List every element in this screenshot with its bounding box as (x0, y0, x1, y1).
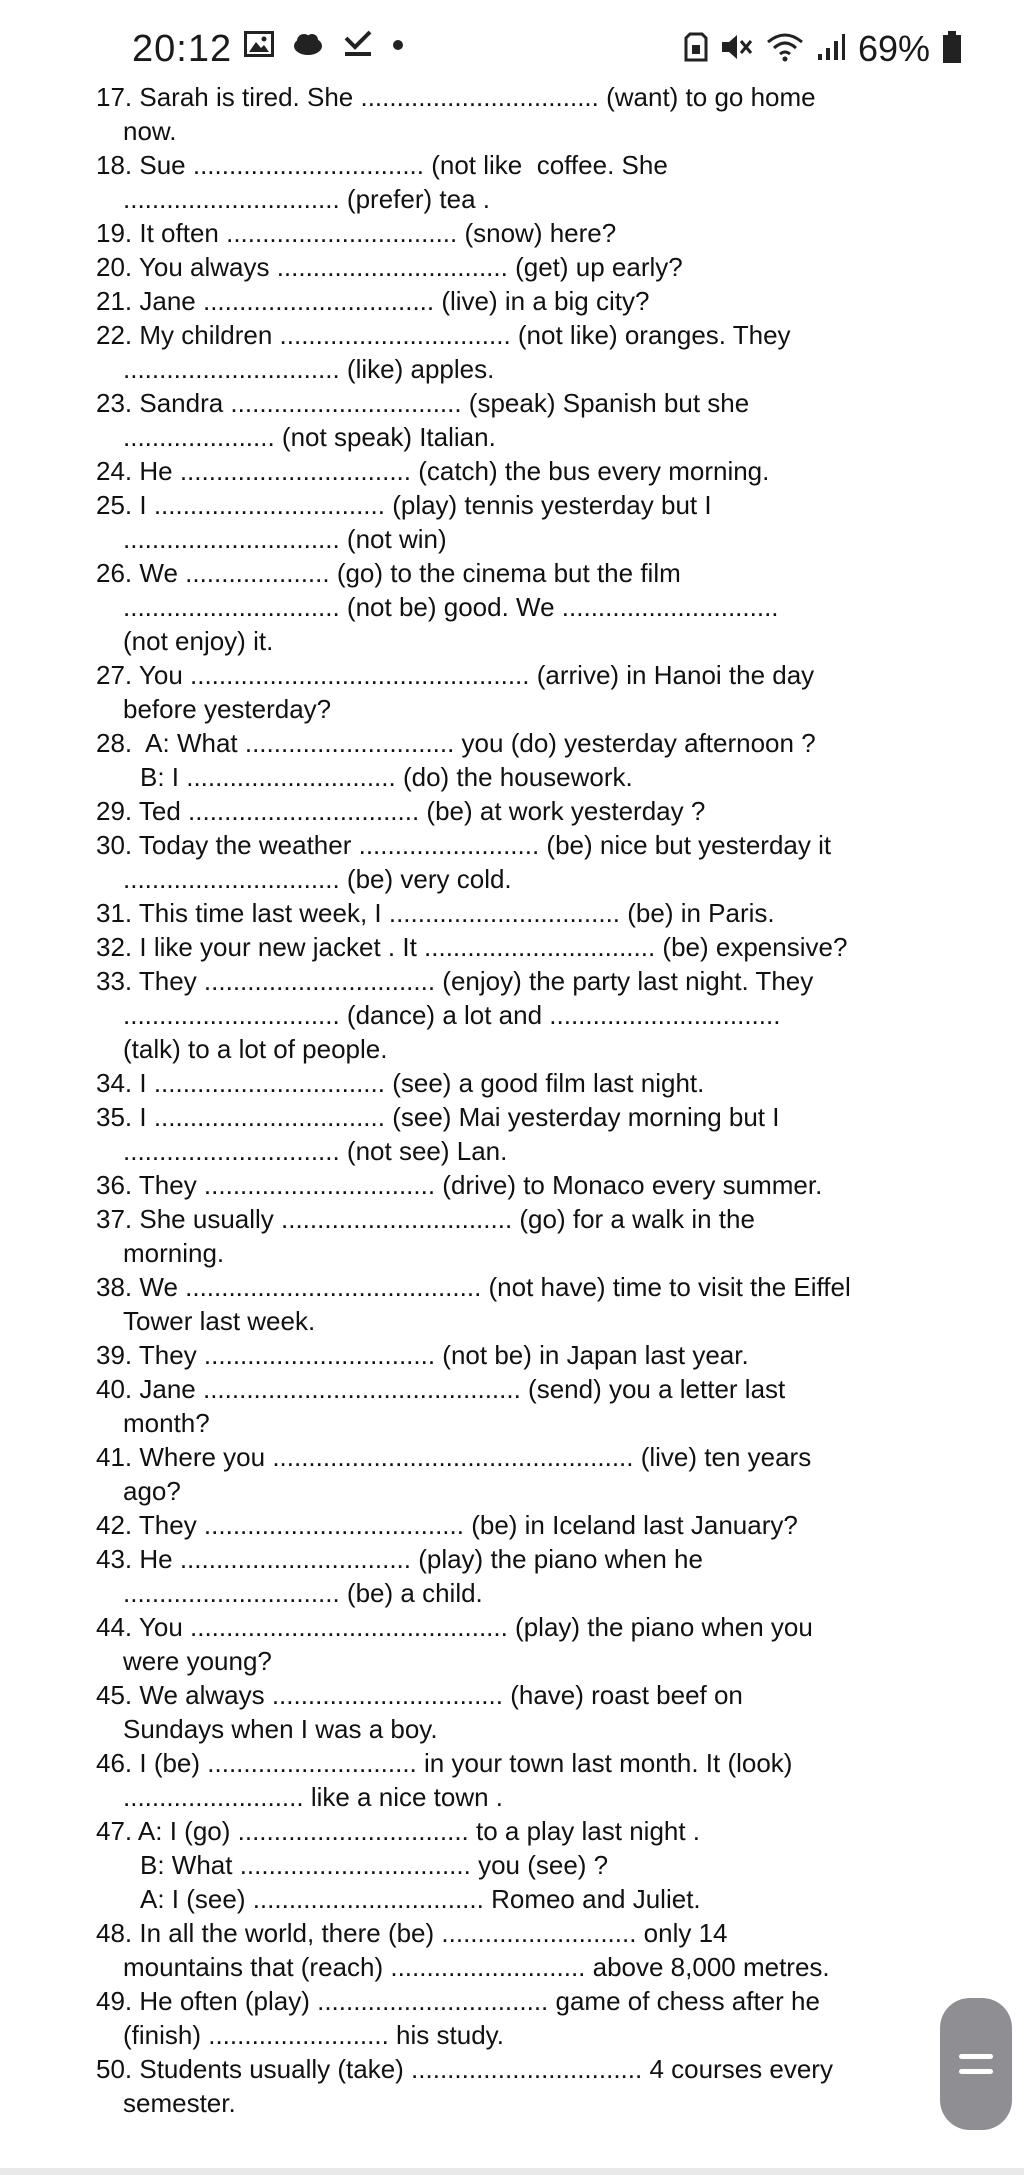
question-line: 19. It often ................................ (snow) here? (96, 218, 617, 248)
question-line: before yesterday? (123, 694, 332, 724)
question-line: 35. I ................................ (see) Mai yesterday morning but I (96, 1102, 780, 1132)
question-line: 36. They ................................ (drive) to Monaco every summer. (96, 1170, 823, 1200)
question-line: 26. We .................... (go) to the cinema but the film (96, 558, 681, 588)
question-line: (not enjoy) it. (123, 626, 274, 656)
question-line: 22. My children ................................ (not like) oranges. They (96, 320, 791, 350)
question-line: mountains that (reach) ........................... above 8,000 metres. (123, 1952, 830, 1982)
question-line: 34. I ................................ (see) a good film last night. (96, 1068, 705, 1098)
question-line: .............................. (prefer) tea . (123, 184, 490, 214)
question-line: 30. Today the weather ......................... (be) nice but yesterday it (96, 830, 832, 860)
question-line: .............................. (like) apples. (123, 354, 495, 384)
question-line: (talk) to a lot of people. (123, 1034, 388, 1064)
status-left-icons (244, 30, 404, 63)
cloud-icon (292, 32, 324, 61)
drag-handle-icon (959, 2069, 993, 2074)
question-line: 41. Where you .................................................. (live) ten years (96, 1442, 812, 1472)
question-line: 38. We ......................................... (not have) time to visit the Eiffel (96, 1272, 851, 1302)
question-line: 37. She usually ................................ (go) for a walk in the (96, 1204, 755, 1234)
question-line: 49. He often (play) ................................ game of chess after he (96, 1986, 820, 2016)
question-line: 43. He ................................ (play) the piano when he (96, 1544, 703, 1574)
question-line: A: I (see) ................................ Romeo and Juliet. (140, 1884, 701, 1914)
status-right-icons (684, 28, 962, 70)
question-line: 45. We always ................................ (have) roast beef on (96, 1680, 743, 1710)
question-line: 40. Jane ............................................ (send) you a letter last (96, 1374, 786, 1404)
question-line: .............................. (be) a child. (123, 1578, 483, 1608)
question-line: 25. I ................................ (play) tennis yesterday but I (96, 490, 712, 520)
gallery-icon (244, 31, 274, 62)
question-line: 44. You ............................................ (play) the piano when you (96, 1612, 813, 1642)
question-line: now. (123, 116, 177, 146)
question-line: morning. (123, 1238, 225, 1268)
scroll-handle[interactable] (940, 1998, 1012, 2130)
question-line: .............................. (not win) (123, 524, 447, 554)
question-line: semester. (123, 2088, 236, 2118)
question-line: month? (123, 1408, 210, 1438)
question-line: B: I ............................. (do) the housework. (140, 762, 633, 792)
question-line: ..................... (not speak) Italian. (123, 422, 496, 452)
question-line: ......................... like a nice town . (123, 1782, 504, 1812)
signal-icon (816, 32, 846, 67)
question-line: 28. A: What ............................. you (do) yesterday afternoon ? (96, 728, 816, 758)
question-line: 23. Sandra ................................ (speak) Spanish but she (96, 388, 750, 418)
question-line: .............................. (not be) good. We .............................. (123, 592, 779, 622)
question-line: 32. I like your new jacket . It ................................ (be) expensive? (96, 932, 848, 962)
battery-icon (942, 30, 962, 69)
question-line: Tower last week. (123, 1306, 316, 1336)
dot-icon (392, 38, 404, 56)
question-line: 20. You always ................................ (get) up early? (96, 252, 683, 282)
question-line: 31. This time last week, I ................................ (be) in Paris. (96, 898, 775, 928)
question-line: 17. Sarah is tired. She ................................. (want) to go home (96, 82, 816, 112)
bottom-edge (0, 2168, 1024, 2175)
question-line: .............................. (not see) Lan. (123, 1136, 508, 1166)
question-line: Sundays when I was a boy. (123, 1714, 438, 1744)
mute-icon (720, 32, 754, 67)
sim-icon (684, 32, 708, 67)
question-line: 42. They .................................... (be) in Iceland last January? (96, 1510, 798, 1540)
download-check-icon (342, 30, 374, 63)
question-line: 33. They ................................ (enjoy) the party last night. They (96, 966, 814, 996)
question-line: 50. Students usually (take) ................................ 4 courses every (96, 2054, 833, 2084)
question-line: 18. Sue ................................ (not like coffee. She (96, 150, 668, 180)
question-line: 24. He ................................ (catch) the bus every morning. (96, 456, 770, 486)
question-line: 46. I (be) ............................. in your town last month. It (look) (96, 1748, 793, 1778)
status-time: 20:12 (132, 28, 233, 70)
question-line: (finish) ......................... his study. (123, 2020, 504, 2050)
question-line: 21. Jane ................................ (live) in a big city? (96, 286, 650, 316)
question-line: 29. Ted ................................ (be) at work yesterday ? (96, 796, 706, 826)
question-line: B: What ................................ you (see) ? (140, 1850, 609, 1880)
wifi-icon (766, 32, 804, 67)
question-line: .............................. (dance) a lot and ................................ (123, 1000, 781, 1030)
question-line: were young? (123, 1646, 272, 1676)
question-line: .............................. (be) very cold. (123, 864, 512, 894)
question-line: 47. A: I (go) ................................ to a play last night . (96, 1816, 701, 1846)
question-line: 39. They ................................ (not be) in Japan last year. (96, 1340, 749, 1370)
status-bar (0, 0, 1024, 84)
drag-handle-icon (959, 2054, 993, 2059)
question-line: 48. In all the world, there (be) ........................... only 14 (96, 1918, 728, 1948)
battery-percent: 69% (857, 28, 930, 69)
question-line: ago? (123, 1476, 181, 1506)
question-line: 27. You ............................................... (arrive) in Hanoi the day (96, 660, 815, 690)
